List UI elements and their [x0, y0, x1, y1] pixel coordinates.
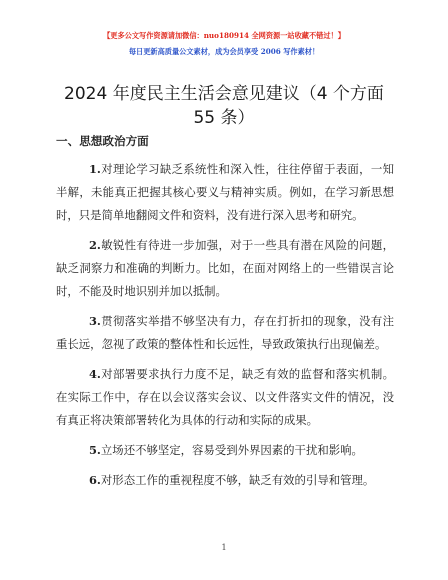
item-text: 对形态工作的重视程度不够，缺乏有效的引导和管理。 [100, 473, 375, 487]
item-text: 立场还不够坚定，容易受到外界因素的干扰和影响。 [100, 443, 363, 457]
list-item [56, 310, 394, 356]
document-body [56, 133, 394, 499]
section-heading: 一、思想政治方面 [56, 134, 149, 148]
item-text: 对理论学习缺乏系统性和深入性，往往停留于表面，一知半解，未能真正把握其核心要义与精神实质。例如，在学习新思想时，只是简单地翻阅文件和资料，没有进行深入思考和研究。 [56, 162, 394, 222]
list-item [56, 158, 394, 227]
list-item [56, 234, 394, 303]
item-text: 对部署要求执行力度不足，缺乏有效的监督和落实机制。在实际工作中，存在以会议落实会议、以文件落实文件的情况，没有真正将决策部署转化为具体的行动和实际的成果。 [56, 367, 394, 427]
item-number: 5. [89, 443, 101, 457]
item-number: 1. [89, 162, 101, 176]
item-number: 4. [89, 367, 101, 381]
document-title: 2024 年度民主生活会意见建议（4 个方面 55 条） [64, 84, 384, 128]
item-text: 贯彻落实举措不够坚决有力，存在打折扣的现象，没有注重长远，忽视了政策的整体性和长远性，导致政策执行出现偏差。 [56, 314, 394, 351]
promo-banner [0, 30, 448, 58]
item-number: 3. [89, 314, 101, 328]
promo-line-2: 每日更新高质量公文素材，成为会员享受 2006 写作素材！ [128, 47, 320, 56]
item-text: 敏锐性有待进一步加强，对于一些具有潜在风险的问题，缺乏洞察力和准确的判断力。比如，在面对网络上的一些错误言论时，不能及时地识别并加以抵制。 [56, 238, 394, 298]
list-item [56, 363, 394, 432]
promo-line-1: 【更多公文写作资源请加微信：nuo180914 全网资源一站收藏不错过！】 [103, 31, 345, 40]
item-number: 2. [89, 238, 101, 252]
list-item [56, 439, 394, 462]
page-number: 1 [221, 543, 227, 552]
item-number: 6. [89, 473, 101, 487]
list-item [56, 469, 394, 492]
